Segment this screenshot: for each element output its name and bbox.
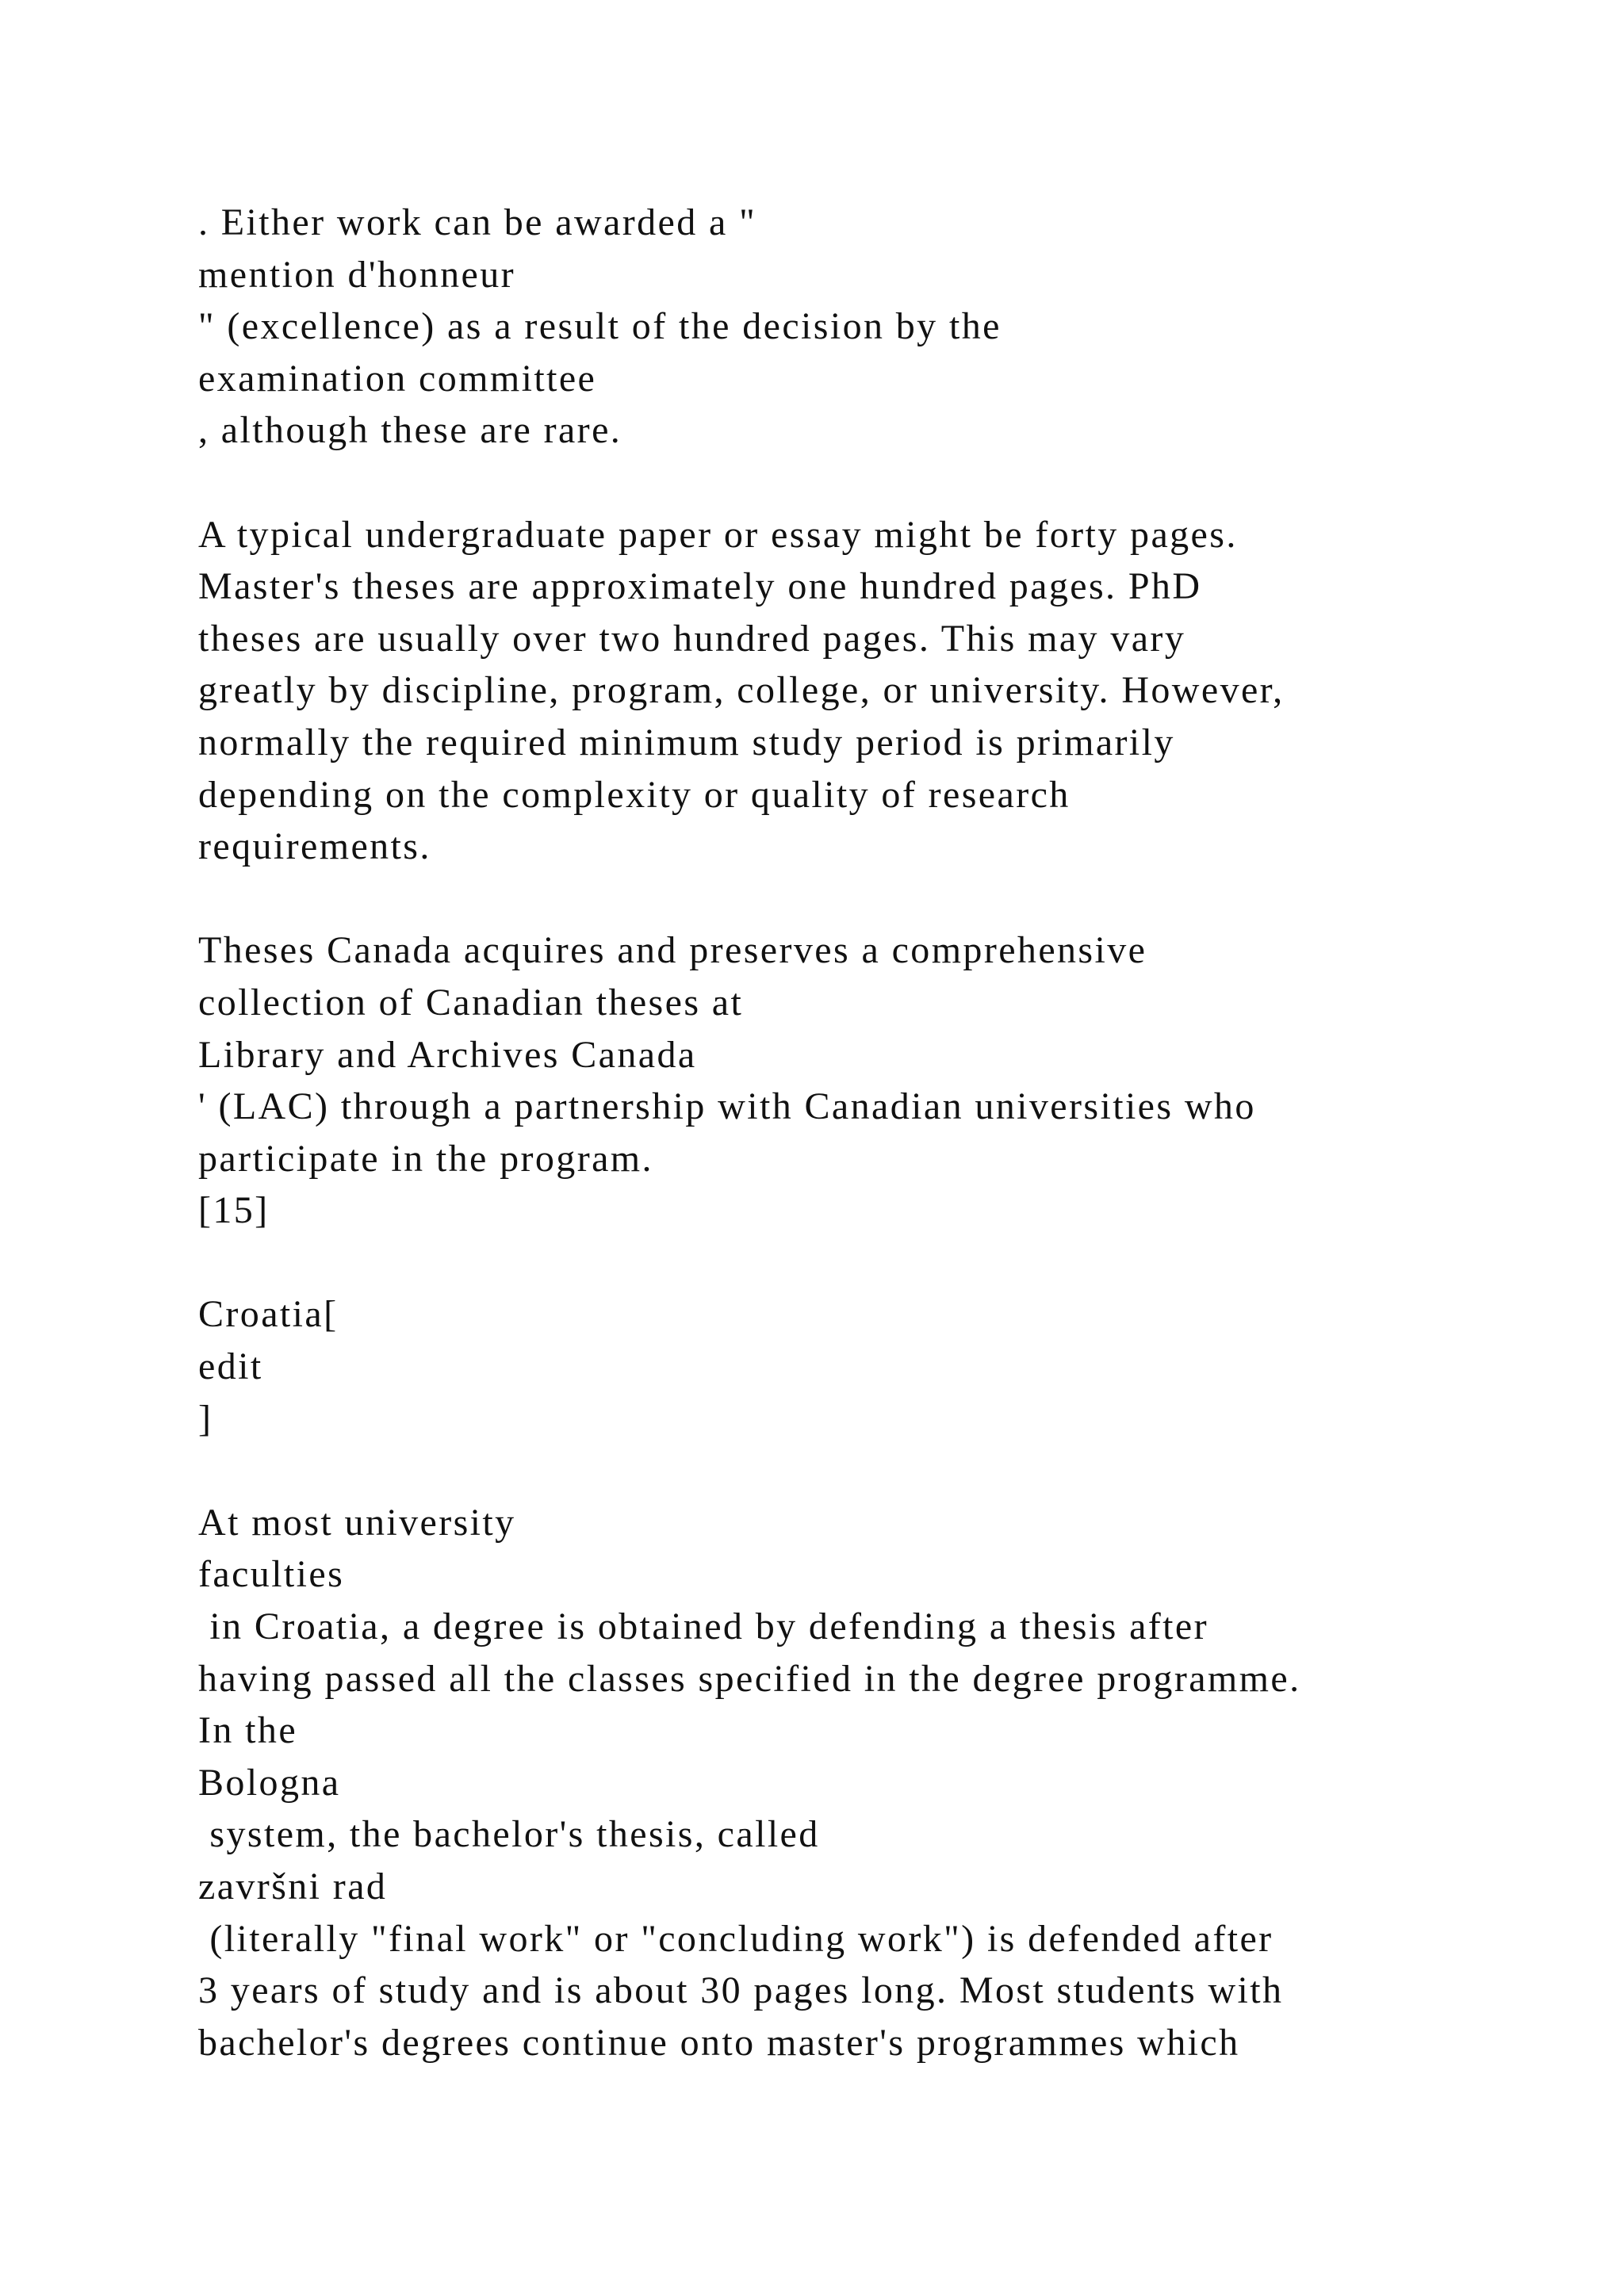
text-line: ] [198, 1397, 213, 1440]
paragraph-gap [198, 457, 1594, 509]
text-line: examination committee [198, 357, 597, 400]
text-line: At most university [198, 1501, 516, 1544]
text-line: requirements. [198, 825, 431, 868]
text-line: having passed all the classes specified in the degree programme. [198, 1657, 1301, 1700]
paragraph-gap [198, 1445, 1594, 1497]
text-line: Master's theses are approximately one hundred pages. PhD [198, 565, 1202, 608]
text-line: Library and Archives Canada [198, 1033, 697, 1076]
text-line: greatly by discipline, program, college, or university. However, [198, 669, 1285, 712]
text-line: mention d'honneur [198, 253, 516, 296]
text-line: system, the bachelor's thesis, called [198, 1813, 820, 1856]
text-line: theses are usually over two hundred pages. This may vary [198, 617, 1186, 660]
text-line: ' (LAC) through a partnership with Canadian universities who [198, 1085, 1256, 1128]
text-line: , although these are rare. [198, 409, 622, 452]
text-line: in Croatia, a degree is obtained by defending a thesis after [198, 1605, 1209, 1648]
text-line: . Either work can be awarded a " [198, 201, 757, 243]
text-line: " (excellence) as a result of the decision by the [198, 305, 1002, 348]
text-line: In the [198, 1709, 298, 1752]
text-line: collection of Canadian theses at [198, 981, 744, 1024]
citation-marker: [15] [198, 1189, 270, 1232]
text-line: faculties [198, 1553, 345, 1596]
text-line: bachelor's degrees continue onto master's programmes which [198, 2021, 1240, 2064]
text-line: završni rad [198, 1866, 388, 1908]
text-line: A typical undergraduate paper or essay might be forty pages. [198, 513, 1238, 556]
paragraph-gap [198, 873, 1594, 925]
text-line: (literally "final work" or "concluding work") is defended after [198, 1917, 1274, 1960]
edit-link: edit [198, 1345, 263, 1388]
text-line: Bologna [198, 1761, 341, 1804]
document-text [198, 197, 1594, 2068]
text-line: 3 years of study and is about 30 pages long. Most students with [198, 1969, 1284, 2012]
text-line: normally the required minimum study period is primarily [198, 721, 1175, 763]
section-heading: Croatia[ [198, 1293, 339, 1336]
text-line: participate in the program. [198, 1137, 653, 1180]
paragraph-gap [198, 1237, 1594, 1289]
text-line: Theses Canada acquires and preserves a comprehensive [198, 929, 1147, 972]
text-line: depending on the complexity or quality of research [198, 773, 1071, 816]
